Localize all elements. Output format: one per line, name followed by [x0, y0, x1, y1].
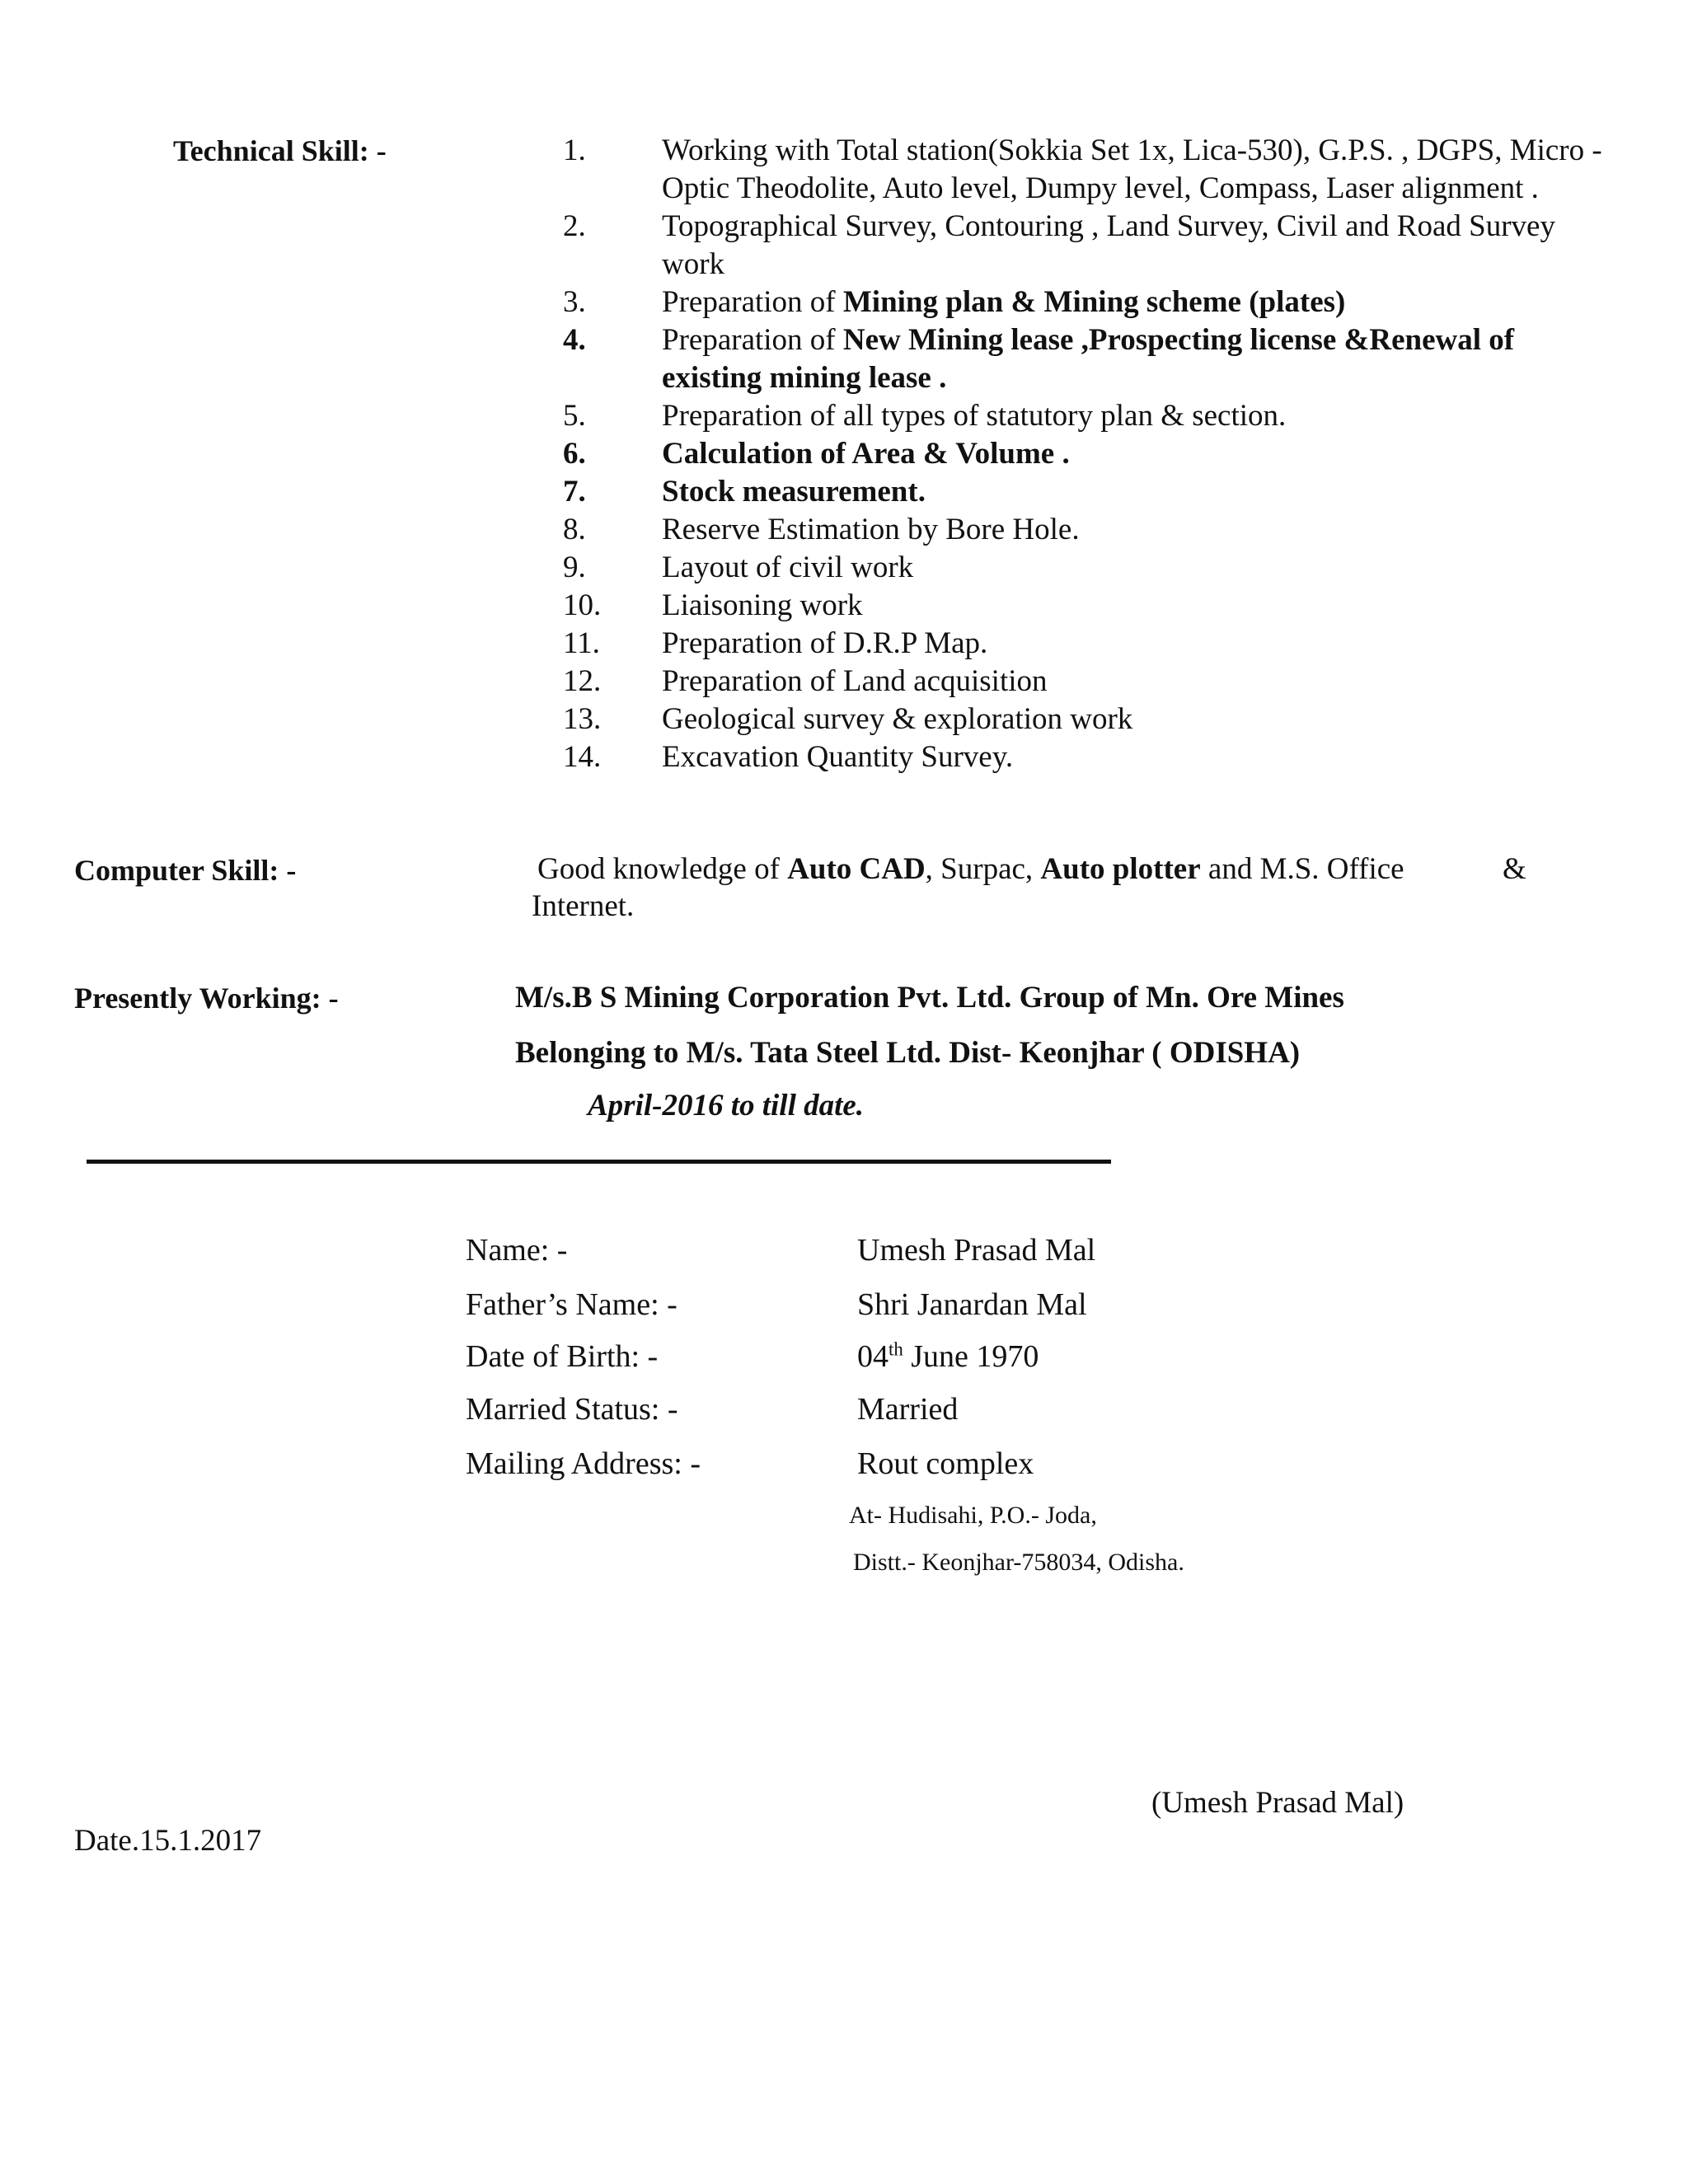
item-number: 8.: [563, 513, 586, 546]
name-value: Umesh Prasad Mal: [857, 1233, 1096, 1268]
address-line-2: At- Hudisahi, P.O.- Joda,: [849, 1502, 1097, 1529]
mailing-address-label: Mailing Address: -: [466, 1446, 701, 1481]
item-text: Preparation of Land acquisition: [662, 664, 1048, 698]
presently-working-label: Presently Working: -: [74, 982, 339, 1015]
signature-name: (Umesh Prasad Mal): [1151, 1786, 1404, 1820]
document-date: Date.15.1.2017: [74, 1824, 262, 1858]
list-item: [563, 132, 1618, 208]
address-line-3: Distt.- Keonjhar-758034, Odisha.: [853, 1549, 1184, 1576]
item-text: [662, 284, 1618, 321]
computer-skill-t2: , Surpac,: [925, 852, 1041, 886]
item-number: 12.: [563, 664, 602, 698]
employer-line-2: Belonging to M/s. Tata Steel Ltd. Dist- Keonjhar ( ODISHA): [515, 1036, 1301, 1070]
list-item: [563, 625, 1618, 663]
item-text-prefix: Preparation of: [662, 285, 843, 319]
item-text: Preparation of D.R.P Map.: [662, 626, 988, 660]
dob-suffix: th: [889, 1338, 903, 1360]
dob-day: 04: [857, 1339, 889, 1374]
item-text: Reserve Estimation by Bore Hole.: [662, 513, 1080, 546]
list-item: [563, 701, 1618, 738]
father-name-label: Father’s Name: -: [466, 1287, 678, 1322]
item-number: 7.: [563, 475, 586, 509]
computer-skill-label: Computer Skill: -: [74, 854, 297, 887]
list-item: [563, 738, 1618, 776]
item-text-bold: Mining plan & Mining scheme (plates): [842, 285, 1346, 319]
item-number: 4.: [563, 323, 586, 357]
address-line-1: Rout complex: [857, 1446, 1034, 1481]
employment-dates: April-2016 to till date.: [588, 1089, 865, 1122]
item-number: 6.: [563, 437, 586, 471]
item-number: 1.: [563, 134, 586, 167]
list-item: [563, 321, 1618, 397]
item-text: Stock measurement.: [662, 475, 926, 509]
married-status-label: Married Status: -: [466, 1392, 678, 1427]
technical-skill-label: Technical Skill: -: [173, 134, 387, 167]
item-number: 14.: [563, 740, 602, 774]
list-item: [563, 473, 1618, 511]
item-text: Topographical Survey, Contouring , Land Survey, Civil and Road Survey work: [662, 209, 1555, 281]
dob-label: Date of Birth: -: [466, 1339, 659, 1374]
item-text: Preparation of all types of statutory plan & section.: [662, 399, 1287, 433]
employer-line-1: M/s.B S Mining Corporation Pvt. Ltd. Group of Mn. Ore Mines: [515, 981, 1344, 1015]
name-label: Name: -: [466, 1233, 568, 1268]
married-status-value: Married: [857, 1392, 959, 1427]
item-text: Excavation Quantity Survey.: [662, 740, 1014, 774]
item-text: Calculation of Area & Volume .: [662, 437, 1070, 471]
dob-value: [857, 1338, 1039, 1375]
list-item: [563, 587, 1618, 625]
list-item: [563, 284, 1618, 321]
computer-skill-b1: Auto CAD: [787, 852, 926, 886]
item-text: Working with Total station(Sokkia Set 1x, Lica-530), G.P.S. , DGPS, Micro -Optic Theodolite, Auto level, Dumpy level, Compass, Laser alignment .: [662, 134, 1602, 205]
list-item: [563, 511, 1618, 549]
computer-skill-b2: Auto plotter: [1040, 852, 1201, 886]
item-text: Layout of civil work: [662, 551, 914, 584]
dob-rest: June 1970: [903, 1339, 1039, 1374]
father-name-value: Shri Janardan Mal: [857, 1287, 1087, 1322]
item-text-prefix: Preparation of: [662, 323, 843, 357]
item-number: 5.: [563, 399, 586, 433]
list-item: [563, 435, 1618, 473]
computer-skill-ampersand: &: [1503, 852, 1526, 886]
item-number: 13.: [563, 702, 602, 736]
item-text-bold: New Mining lease ,Prospecting license &Renewal of existing mining lease .: [662, 323, 1515, 395]
item-number: 9.: [563, 551, 586, 584]
list-item: [563, 663, 1618, 701]
item-number: 10.: [563, 588, 602, 622]
list-item: [563, 549, 1618, 587]
item-text: Geological survey & exploration work: [662, 702, 1133, 736]
item-text: Liaisoning work: [662, 588, 863, 622]
list-item: [563, 397, 1618, 435]
computer-skill-text: [537, 851, 1404, 887]
item-number: 3.: [563, 285, 586, 319]
item-text: [662, 321, 1618, 397]
item-number: 2.: [563, 209, 586, 243]
horizontal-rule: [87, 1160, 1111, 1164]
computer-skill-t3: and M.S. Office: [1200, 852, 1404, 886]
computer-skill-line2: Internet.: [532, 889, 635, 923]
computer-skill-t1: Good knowledge of: [537, 852, 788, 886]
item-number: 11.: [563, 626, 600, 660]
technical-skill-list: [563, 132, 1618, 776]
list-item: [563, 208, 1618, 284]
